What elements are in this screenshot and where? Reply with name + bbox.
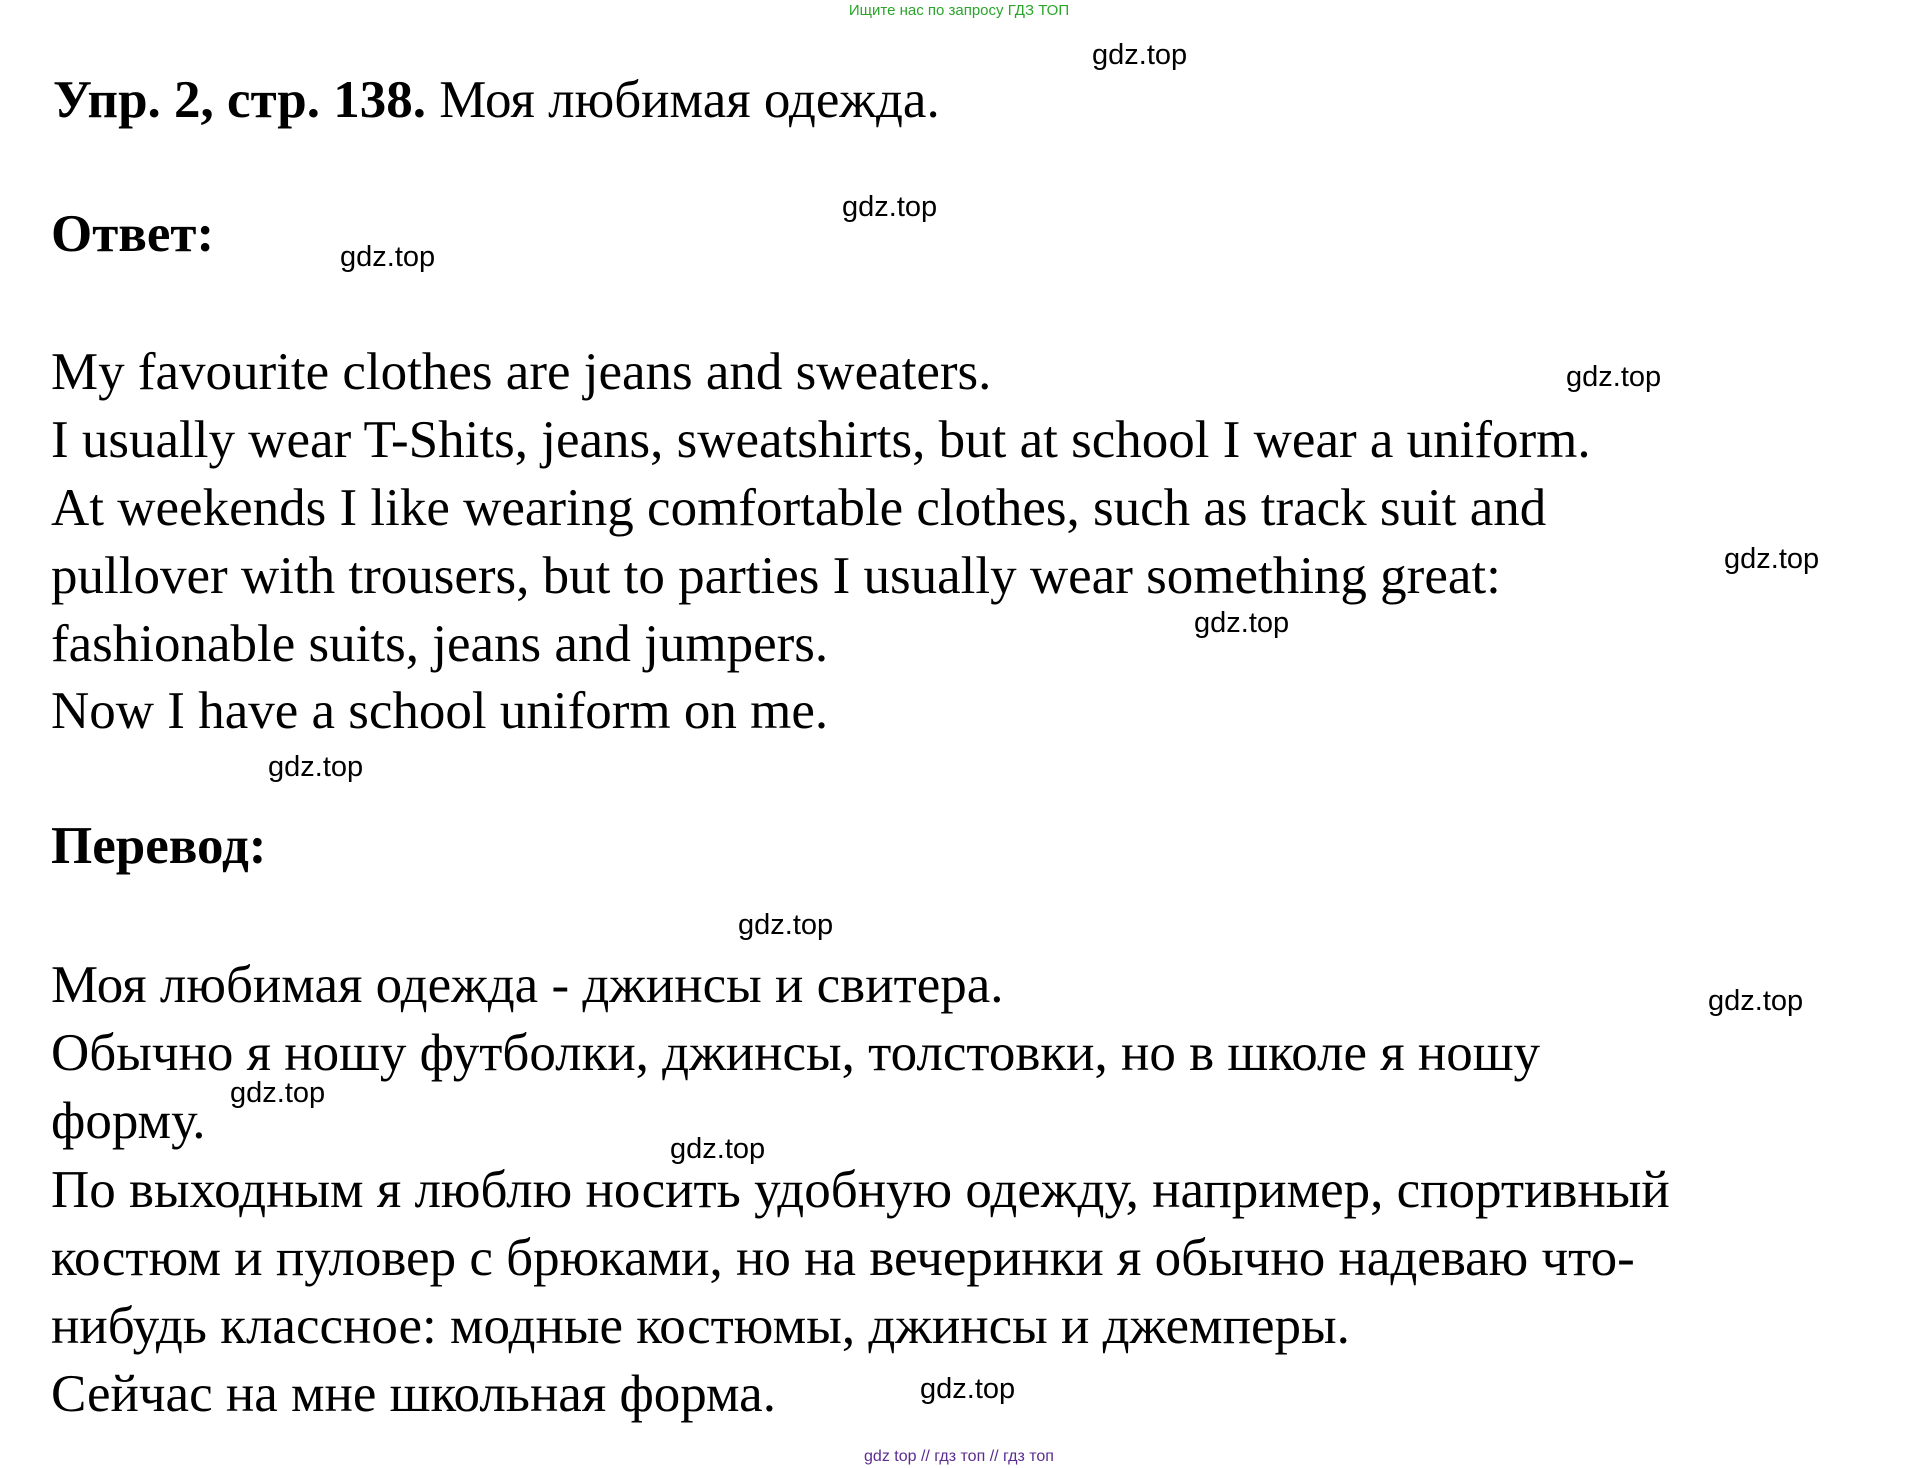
watermark: gdz.top	[1708, 985, 1804, 1017]
answer-line: My favourite clothes are jeans and sweaters.	[51, 343, 992, 401]
top-banner: Ищите нас по запросу ГДЗ ТОП	[848, 2, 1070, 19]
watermark: gdz.top	[920, 1373, 1016, 1405]
answer-line: I usually wear T-Shits, jeans, sweatshirts, but at school I wear a uniform.	[51, 411, 1591, 469]
translation-line: По выходным я люблю носить удобную одежду, например, спортивный	[51, 1161, 1670, 1219]
watermark: gdz.top	[1724, 543, 1820, 575]
watermark: gdz.top	[1092, 39, 1188, 71]
answer-line: At weekends I like wearing comfortable clothes, such as track suit and	[51, 479, 1547, 537]
translation-line: форму.	[51, 1092, 206, 1150]
watermark: gdz.top	[1194, 607, 1290, 639]
translation-line: нибудь классное: модные костюмы, джинсы и джемперы.	[51, 1297, 1350, 1355]
watermark: gdz.top	[738, 909, 834, 941]
translation-line: Обычно я ношу футболки, джинсы, толстовки, но в школе я ношу	[51, 1024, 1541, 1082]
translation-line: костюм и пуловер с брюками, но на вечеринки я обычно надеваю что-	[51, 1229, 1635, 1287]
page-title	[53, 68, 940, 132]
exercise-reference: Упр. 2, стр. 138.	[53, 71, 426, 129]
watermark: gdz.top	[268, 751, 364, 783]
watermark: gdz.top	[340, 241, 436, 273]
watermark: gdz.top	[1566, 361, 1662, 393]
exercise-topic: Моя любимая одежда.	[426, 71, 940, 129]
translation-heading: Перевод:	[51, 817, 267, 875]
answer-line: pullover with trousers, but to parties I usually wear something great:	[51, 547, 1501, 605]
watermark: gdz.top	[230, 1077, 326, 1109]
translation-line: Сейчас на мне школьная форма.	[51, 1365, 776, 1423]
watermark: gdz.top	[670, 1133, 766, 1165]
answer-line: fashionable suits, jeans and jumpers.	[51, 615, 829, 673]
footer-link-row[interactable]: gdz top // гдз топ // гдз топ	[864, 1448, 1054, 1465]
answer-heading: Ответ:	[51, 205, 215, 263]
watermark: gdz.top	[842, 191, 938, 223]
translation-line: Моя любимая одежда - джинсы и свитера.	[51, 956, 1004, 1014]
answer-line: Now I have a school uniform on me.	[51, 682, 829, 740]
